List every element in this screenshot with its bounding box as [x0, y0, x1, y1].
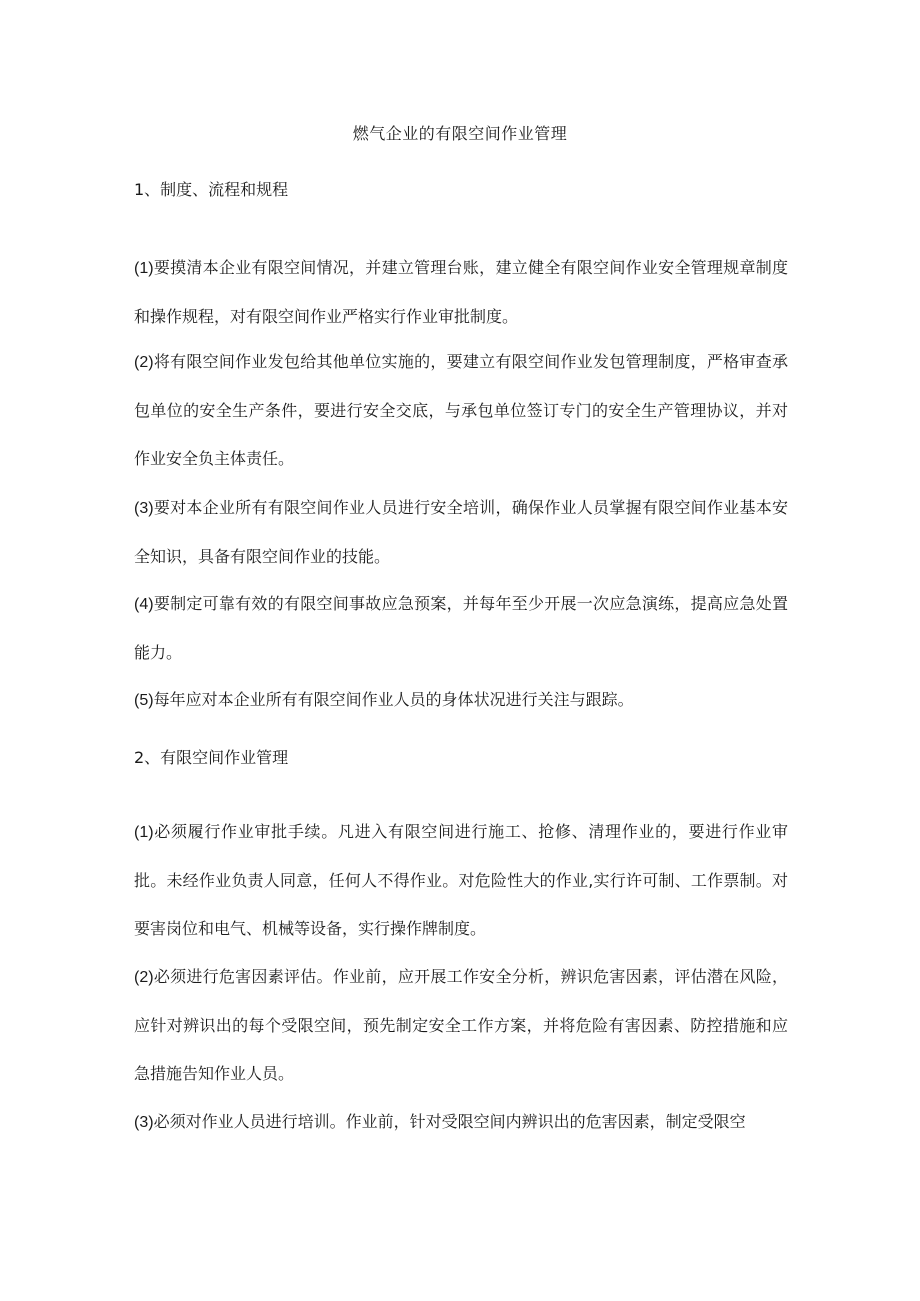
paragraph-text: 要摸清本企业有限空间情况，并建立管理台账，建立健全有限空间作业安全管理规章制度和操作规程，对有限空间作业严格实行作业审批制度。 — [134, 258, 788, 326]
paragraph-number: (2) — [134, 354, 154, 371]
paragraph — [134, 1098, 788, 1147]
paragraph-text: 每年应对本企业所有有限空间作业人员的身体状况进行关注与跟踪。 — [153, 690, 634, 709]
paragraph-number: (3) — [134, 1114, 154, 1131]
paragraph-text: 要制定可靠有效的有限空间事故应急预案，并每年至少开展一次应急演练，提高应急处置能力。 — [134, 594, 788, 662]
paragraph — [134, 338, 788, 483]
paragraph-text: 必须履行作业审批手续。凡进入有限空间进行施工、抢修、清理作业的，要进行作业审批。未经作业负责人同意，任何人不得作业。对危险性大的作业,实行许可制、工作票制。对要害岗位和电气、机械等设备，实行操作牌制度。 — [134, 822, 788, 938]
paragraph — [134, 244, 788, 341]
paragraph — [134, 484, 788, 581]
paragraph-text: 必须对作业人员进行培训。作业前，针对受限空间内辨识出的危害因素，制定受限空 — [153, 1112, 746, 1131]
paragraph-text: 必须进行危害因素评估。作业前，应开展工作安全分析，辨识危害因素，评估潜在风险，应针对辨识出的每个受限空间，预先制定安全工作方案，并将危险有害因素、防控措施和应急措施告知作业人员。 — [134, 967, 788, 1083]
paragraph-number: (4) — [134, 596, 154, 613]
paragraph — [134, 808, 788, 953]
paragraph-number: (1) — [134, 260, 154, 277]
section-heading-1: 1、制度、流程和规程 — [134, 180, 289, 199]
paragraph-number: (1) — [134, 824, 154, 841]
paragraph-text: 将有限空间作业发包给其他单位实施的，要建立有限空间作业发包管理制度，严格审查承包单位的安全生产条件，要进行安全交底，与承包单位签订专门的安全生产管理协议，并对作业安全负主体责任。 — [134, 352, 788, 468]
paragraph — [134, 676, 788, 725]
section-heading-2: 2、有限空间作业管理 — [134, 748, 289, 767]
paragraph-number: (3) — [134, 500, 154, 517]
paragraph — [134, 580, 788, 677]
paragraph-text: 要对本企业所有有限空间作业人员进行安全培训，确保作业人员掌握有限空间作业基本安全知识，具备有限空间作业的技能。 — [134, 498, 788, 566]
document-title: 燃气企业的有限空间作业管理 — [352, 124, 568, 143]
paragraph-number: (2) — [134, 969, 154, 986]
paragraph-number: (5) — [134, 692, 154, 709]
paragraph — [134, 953, 788, 1098]
